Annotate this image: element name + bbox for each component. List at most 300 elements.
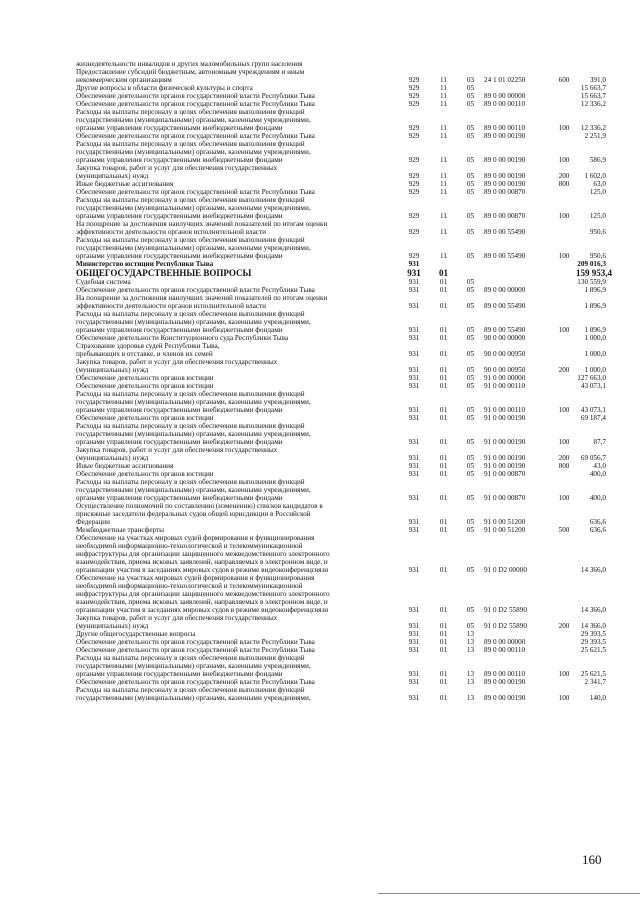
row-amount: 1 896,9 (584, 286, 606, 294)
row-ministry-code: 929 (408, 252, 420, 260)
row-name: Закупка товаров, работ и услуг для обеспечения государственных (муниципальных) нужд (76, 164, 278, 180)
row-amount: 1 000,0 (584, 334, 606, 342)
row-amount: 2 341,7 (584, 678, 606, 686)
row-name: ОБЩЕГОСУДАРСТВЕННЫЕ ВОПРОСЫ (76, 268, 252, 278)
row-expense-type: 500 (558, 526, 570, 534)
row-section-code: 01 (439, 646, 448, 654)
row-ministry-code: 931 (408, 518, 420, 526)
row-section-code: 11 (440, 228, 447, 236)
row-target-article: 89 0 00 00190 (484, 180, 526, 188)
row-subsection-code: 05 (466, 374, 475, 382)
row-section-code: 01 (439, 278, 448, 286)
table-row (76, 638, 606, 646)
row-subsection-code: 13 (466, 678, 475, 686)
row-target-article: 91 0 D2 55890 (484, 606, 527, 614)
row-section-code: 01 (439, 518, 448, 526)
row-ministry-code: 931 (408, 260, 420, 268)
row-expense-type (552, 470, 576, 478)
row-ministry-code: 931 (408, 638, 420, 646)
row-amount: 14 366,0 (580, 566, 606, 574)
row-name: Обеспечение деятельности органов юстиции (76, 382, 214, 390)
table-row (76, 446, 606, 462)
row-expense-type: 200 (558, 366, 570, 374)
row-name: Обеспечение деятельности органов государственной власти Республики Тыва (76, 132, 315, 140)
row-target-article: 89 0 00 00190 (484, 678, 526, 686)
row-target-article: 89 0 00 00110 (484, 646, 526, 654)
row-amount (576, 60, 606, 68)
table-row (76, 108, 606, 132)
row-section-code: 01 (439, 302, 448, 310)
footer-rule (378, 893, 640, 894)
row-expense-type (552, 342, 576, 358)
row-expense-type: 800 (558, 462, 570, 470)
row-name: Иные бюджетные ассигнования (76, 462, 174, 470)
row-subsection-code: 05 (466, 334, 475, 342)
row-amount: 950,6 (589, 228, 606, 236)
row-amount: 43 073,1 (580, 406, 606, 414)
row-subsection-code: 05 (466, 100, 475, 108)
row-expense-type: 100 (558, 406, 570, 414)
table-row (76, 526, 606, 534)
table-row (76, 92, 606, 100)
row-ministry-code: 931 (408, 414, 420, 422)
table-row (76, 414, 606, 422)
row-expense-type (552, 268, 576, 278)
row-section-code (430, 60, 457, 68)
table-row (76, 100, 606, 108)
row-target-article (484, 60, 552, 68)
row-expense-type: 100 (558, 124, 570, 132)
row-subsection-code: 13 (466, 638, 475, 646)
row-section-code: 01 (439, 470, 448, 478)
row-target-article: 91 0 00 00190 (484, 438, 526, 446)
row-amount: 130 559,9 (577, 278, 606, 286)
budget-table (76, 60, 612, 702)
row-name: Другие вопросы в области физической культуры и спорта (76, 84, 253, 92)
row-target-article: 89 0 00 55490 (484, 302, 526, 310)
row-name: Расходы на выплаты персоналу в целях обеспечения выполнения функций государственными (муниципальными) органами, казенными учреждениями, органами управления государственными внебюджетными фондами (76, 422, 311, 446)
row-amount: 29 393,5 (580, 630, 606, 638)
row-section-code: 01 (439, 694, 448, 702)
row-subsection-code: 05 (466, 526, 475, 534)
table-row (76, 60, 606, 68)
row-section-code: 01 (439, 414, 448, 422)
row-name: Обеспечение деятельности органов государственной власти Республики Тыва (76, 92, 315, 100)
row-ministry-code: 931 (408, 678, 420, 686)
table-row (76, 678, 606, 686)
row-section-code: 11 (440, 100, 447, 108)
row-expense-type (552, 260, 576, 268)
row-amount: 43,0 (593, 462, 606, 470)
table-row (76, 286, 606, 294)
row-ministry-code: 931 (408, 382, 420, 390)
row-expense-type (552, 382, 576, 390)
row-name: Расходы на выплаты персоналу в целях обеспечения выполнения функций государственными (муниципальными) органами, казенными учреждениями, органами управления государственными внебюджетными фондами (76, 654, 311, 678)
row-ministry-code: 929 (408, 172, 420, 180)
row-subsection-code: 05 (466, 84, 475, 92)
row-expense-type (552, 100, 576, 108)
row-expense-type: 100 (558, 156, 570, 164)
row-name: Обеспечение деятельности органов юстиции (76, 470, 214, 478)
table-row (76, 478, 606, 502)
row-subsection-code: 05 (466, 286, 475, 294)
row-subsection-code: 05 (466, 454, 475, 462)
row-ministry-code: 931 (408, 622, 420, 630)
row-expense-type (552, 294, 576, 310)
row-target-article: 89 0 00 00110 (484, 670, 526, 678)
row-ministry-code: 931 (408, 566, 420, 574)
row-amount: 586,9 (589, 156, 606, 164)
row-expense-type (552, 502, 576, 526)
row-ministry-code: 931 (408, 326, 420, 334)
row-amount: 87,7 (593, 438, 606, 446)
table-row (76, 462, 606, 470)
row-target-article: 91 0 00 00000 (484, 374, 526, 382)
row-section-code: 11 (440, 212, 447, 220)
row-target-article: 90 0 00 00950 (484, 366, 526, 374)
row-ministry-code (398, 60, 430, 68)
row-name: Обеспечение деятельности органов юстиции (76, 374, 214, 382)
table-row (76, 358, 606, 374)
row-expense-type (552, 84, 576, 92)
row-subsection-code: 05 (466, 438, 475, 446)
row-expense-type: 100 (558, 494, 570, 502)
row-ministry-code: 931 (408, 302, 420, 310)
row-name: Осуществление полномочий по составлению (изменению) списков кандидатов в присяжные заседатели федеральных судов общей юрисдикции в Российской Федерации (76, 502, 323, 526)
row-amount: 2 251,9 (584, 132, 606, 140)
row-subsection-code: 13 (466, 630, 475, 638)
table-row (76, 188, 606, 196)
row-name: Обеспечение деятельности органов государственной власти Республики Тыва (76, 638, 315, 646)
table-row (76, 164, 606, 180)
row-amount: 25 621,5 (580, 670, 606, 678)
row-name: Обеспечение деятельности органов государственной власти Республики Тыва (76, 286, 315, 294)
table-row (76, 220, 606, 236)
row-expense-type (552, 188, 576, 196)
row-subsection-code: 05 (466, 382, 475, 390)
table-row (76, 196, 606, 220)
row-subsection-code: 05 (466, 124, 475, 132)
row-expense-type: 100 (558, 252, 570, 260)
row-name: Расходы на выплаты персоналу в целях обеспечения выполнения функций государственными (муниципальными) органами, казенными учреждениями, органами управления государственными внебюджетными фондами (76, 310, 311, 334)
row-section-code: 01 (439, 630, 448, 638)
row-target-article: 89 0 00 55490 (484, 228, 526, 236)
table-row (76, 310, 606, 334)
row-ministry-code: 929 (408, 180, 420, 188)
row-amount: 12 336,2 (580, 124, 606, 132)
row-ministry-code: 931 (408, 454, 420, 462)
row-expense-type (552, 638, 576, 646)
row-section-code: 11 (440, 84, 447, 92)
row-ministry-code: 929 (408, 188, 420, 196)
row-section-code: 11 (440, 92, 447, 100)
row-subsection-code: 05 (466, 302, 475, 310)
row-ministry-code: 931 (408, 694, 420, 702)
row-expense-type: 200 (558, 622, 570, 630)
row-target-article: 90 0 00 00000 (484, 334, 526, 342)
row-subsection-code: 05 (466, 350, 475, 358)
row-target-article: 89 0 00 00190 (484, 132, 526, 140)
row-ministry-code: 929 (408, 124, 420, 132)
row-section-code: 01 (439, 462, 448, 470)
row-target-article: 91 0 00 00110 (484, 382, 526, 390)
row-expense-type (552, 286, 576, 294)
row-ministry-code: 931 (408, 366, 420, 374)
row-subsection-code: 05 (466, 606, 475, 614)
row-amount: 69 056,7 (580, 454, 606, 462)
table-row (76, 470, 606, 478)
row-target-article: 91 0 00 00190 (484, 414, 526, 422)
row-ministry-code: 929 (408, 92, 420, 100)
row-ministry-code: 929 (408, 212, 420, 220)
row-section-code: 01 (439, 494, 448, 502)
row-expense-type (552, 534, 576, 574)
row-name: Обеспечение деятельности органов государственной власти Республики Тыва (76, 188, 315, 196)
row-target-article: 89 0 00 00870 (484, 188, 526, 196)
row-name: жизнедеятельности инвалидов и других маломобильных групп населения (76, 60, 303, 68)
row-name: Министерство юстиции Республики Тыва (76, 260, 214, 268)
row-section-code: 01 (439, 566, 448, 574)
row-ministry-code: 929 (408, 156, 420, 164)
row-section-code: 01 (439, 454, 448, 462)
table-row (76, 574, 606, 614)
row-subsection-code (457, 260, 484, 268)
row-expense-type (552, 60, 576, 68)
row-section-code: 01 (439, 670, 448, 678)
row-amount: 1 000,0 (584, 350, 606, 358)
row-ministry-code: 931 (408, 526, 420, 534)
row-section-code: 11 (440, 76, 447, 84)
row-name: Закупка товаров, работ и услуг для обеспечения государственных (муниципальных) нужд (76, 446, 278, 462)
row-target-article: 91 0 00 00190 (484, 462, 526, 470)
row-amount: 69 187,4 (580, 414, 606, 422)
row-amount: 159 953,4 (576, 268, 612, 278)
row-section-code: 01 (439, 268, 448, 278)
row-ministry-code: 931 (408, 646, 420, 654)
row-target-article (484, 260, 552, 268)
row-subsection-code: 13 (466, 670, 475, 678)
row-expense-type (552, 92, 576, 100)
row-target-article: 89 0 00 00190 (484, 156, 526, 164)
row-name: Расходы на выплаты персоналу в целях обеспечения выполнения функций государственными (муниципальными) органами, казенными учреждениями, органами управления государственными внебюджетными фондами (76, 478, 311, 502)
row-target-article: 91 0 00 00870 (484, 494, 526, 502)
row-amount: 15 663,7 (580, 92, 606, 100)
row-amount: 950,6 (589, 252, 606, 260)
row-amount: 125,0 (589, 212, 606, 220)
row-amount: 1 000,0 (584, 366, 606, 374)
table-row (76, 374, 606, 382)
row-ministry-code: 931 (408, 494, 420, 502)
row-subsection-code: 05 (466, 156, 475, 164)
row-target-article (484, 268, 552, 278)
row-expense-type: 800 (558, 180, 570, 188)
row-subsection-code: 05 (466, 414, 475, 422)
row-target-article: 89 0 00 55490 (484, 252, 526, 260)
row-subsection-code: 05 (466, 172, 475, 180)
row-subsection-code: 13 (466, 694, 475, 702)
row-name: Предоставление субсидий бюджетным, автономным учреждениям и иным некоммерческим организациям (76, 68, 305, 84)
row-amount: 29 393,5 (580, 638, 606, 646)
row-subsection-code: 05 (466, 566, 475, 574)
row-name: Обеспечение на участках мировых судей формирования и функционирования необходимой информационно-технологической и телекоммуникационной инфраструктуры для организации защищенного межведомственного электронного взаимодействия, приема исковых заявлений, направляемых в электронном виде, и организации участия в заседаниях мировых судов в режиме видеоконференцсвязи (76, 574, 330, 614)
table-row (76, 236, 606, 260)
row-subsection-code: 05 (466, 132, 475, 140)
row-subsection-code: 05 (466, 406, 475, 414)
row-target-article: 89 0 00 00000 (484, 638, 526, 646)
row-section-code: 01 (439, 334, 448, 342)
row-subsection-code (457, 268, 484, 278)
row-target-article: 89 0 00 55490 (484, 326, 526, 334)
row-section-code: 01 (439, 438, 448, 446)
row-expense-type (552, 678, 576, 686)
table-row (76, 268, 606, 278)
row-target-article: 91 0 00 00870 (484, 470, 526, 478)
row-amount: 15 663,7 (580, 84, 606, 92)
row-target-article: 89 0 00 00000 (484, 286, 526, 294)
row-name: На поощрение за достижения наилучших значений показателей по итогам оценки эффективности деятельности органов исполнительной власти (76, 294, 328, 310)
row-target-article: 91 0 00 51200 (484, 526, 526, 534)
row-amount: 391,0 (589, 76, 606, 84)
row-section-code: 01 (439, 638, 448, 646)
row-ministry-code: 929 (408, 132, 420, 140)
row-section-code: 01 (439, 286, 448, 294)
row-section-code: 11 (440, 124, 447, 132)
row-target-article: 89 0 00 00110 (484, 124, 526, 132)
row-section-code: 11 (440, 180, 447, 188)
row-subsection-code: 05 (466, 462, 475, 470)
row-amount: 1 896,9 (584, 326, 606, 334)
row-ministry-code: 929 (408, 100, 420, 108)
row-section-code: 01 (439, 326, 448, 334)
row-target-article: 89 0 00 00110 (484, 100, 526, 108)
row-section-code: 11 (440, 132, 447, 140)
row-name: Обеспечение на участках мировых судей формирования и функционирования необходимой информационно-технологической и телекоммуникационной инфраструктуры для организации защищенного межведомственного электронного взаимодействия, приема исковых заявлений, направляемых в электронном виде, и организации участия в заседаниях мировых судов в режиме видеоконференцсвязи (76, 534, 330, 574)
row-subsection-code: 05 (466, 180, 475, 188)
row-expense-type: 100 (558, 694, 570, 702)
row-subsection-code: 05 (466, 518, 475, 526)
row-expense-type: 100 (558, 212, 570, 220)
table-row (76, 654, 606, 678)
row-expense-type: 100 (558, 438, 570, 446)
row-name: Иные бюджетные ассигнования (76, 180, 174, 188)
row-name: Обеспечение деятельности органов государственной власти Республики Тыва (76, 100, 315, 108)
row-ministry-code: 931 (408, 278, 420, 286)
row-expense-type (552, 574, 576, 614)
row-ministry-code: 931 (408, 350, 420, 358)
row-name: Судебная система (76, 278, 131, 286)
row-section-code: 01 (439, 606, 448, 614)
budget-table-body (76, 60, 612, 702)
row-subsection-code: 05 (466, 494, 475, 502)
row-section-code: 01 (439, 678, 448, 686)
row-target-article: 89 0 00 00190 (484, 172, 526, 180)
row-name: Расходы на выплаты персоналу в целях обеспечения выполнения функций государственными (муниципальными) органами, казенными учреждениями, органами управления государственными внебюджетными фондами (76, 196, 311, 220)
table-row (76, 534, 606, 574)
row-target-article: 89 0 00 00870 (484, 212, 526, 220)
row-section-code: 01 (439, 382, 448, 390)
row-amount: 127 663,0 (577, 374, 606, 382)
row-subsection-code: 05 (466, 366, 475, 374)
row-name: Закупка товаров, работ и услуг для обеспечения государственных (муниципальных) нужд (76, 614, 278, 630)
row-amount: 12 336,2 (580, 100, 606, 108)
row-name: Другие общегосударственные вопросы (76, 630, 196, 638)
row-ministry-code: 929 (408, 76, 420, 84)
row-ministry-code: 931 (408, 470, 420, 478)
row-subsection-code (457, 60, 484, 68)
row-expense-type (552, 334, 576, 342)
row-target-article: 91 0 D2 00000 (484, 566, 527, 574)
row-amount: 400,0 (589, 470, 606, 478)
table-row (76, 260, 606, 268)
row-section-code: 01 (439, 350, 448, 358)
row-ministry-code: 931 (408, 286, 420, 294)
row-section-code: 01 (439, 374, 448, 382)
row-section-code: 01 (439, 406, 448, 414)
row-target-article: 89 0 00 00190 (484, 694, 526, 702)
row-section-code: 11 (440, 252, 447, 260)
row-name: Расходы на выплаты персоналу в целях обеспечения выполнения функций государственными (муниципальными) органами, казенными учреждениями, органами управления государственными внебюджетными фондами (76, 390, 311, 414)
row-section-code: 01 (439, 366, 448, 374)
row-ministry-code: 931 (408, 406, 420, 414)
row-amount: 43 073,1 (580, 382, 606, 390)
row-ministry-code: 931 (408, 606, 420, 614)
table-row (76, 686, 606, 702)
row-section-code (430, 260, 457, 268)
row-subsection-code: 05 (466, 252, 475, 260)
row-target-article: 91 0 00 00190 (484, 454, 526, 462)
table-row (76, 502, 606, 526)
row-subsection-code: 13 (466, 646, 475, 654)
table-row (76, 382, 606, 390)
row-name: Закупка товаров, работ и услуг для обеспечения государственных (муниципальных) нужд (76, 358, 278, 374)
row-amount: 14 366,0 (580, 622, 606, 630)
row-subsection-code: 05 (466, 470, 475, 478)
table-row (76, 294, 606, 310)
row-section-code: 11 (440, 156, 447, 164)
row-target-article: 91 0 00 00110 (484, 406, 526, 414)
row-section-code: 01 (439, 622, 448, 630)
row-expense-type (552, 132, 576, 140)
table-row (76, 132, 606, 140)
row-subsection-code: 05 (466, 92, 475, 100)
row-amount: 1 602,0 (584, 172, 606, 180)
row-ministry-code: 931 (408, 462, 420, 470)
row-expense-type (552, 374, 576, 382)
row-target-article (484, 630, 552, 638)
row-section-code: 01 (439, 526, 448, 534)
row-subsection-code: 05 (466, 278, 475, 286)
row-expense-type (552, 646, 576, 654)
row-expense-type (552, 278, 576, 286)
row-ministry-code: 931 (408, 630, 420, 638)
table-row (76, 614, 606, 630)
row-target-article: 91 0 D2 55890 (484, 622, 527, 630)
table-row (76, 278, 606, 286)
row-target-article: 91 0 00 51200 (484, 518, 526, 526)
page-number: 160 (582, 852, 602, 867)
table-row (76, 646, 606, 654)
row-name: Обеспечение деятельности органов государственной власти Республики Тыва (76, 678, 315, 686)
row-target-article: 89 0 00 00000 (484, 92, 526, 100)
table-row (76, 422, 606, 446)
row-ministry-code: 931 (407, 268, 421, 278)
table-row (76, 342, 606, 358)
table-row (76, 334, 606, 342)
row-target-article (484, 84, 552, 92)
row-subsection-code: 05 (466, 228, 475, 236)
row-name: Расходы на выплаты персоналу в целях обеспечения выполнения функций государственными (муниципальными) органами, казенными учреждениями, (76, 686, 311, 702)
row-amount: 63,0 (593, 180, 606, 188)
